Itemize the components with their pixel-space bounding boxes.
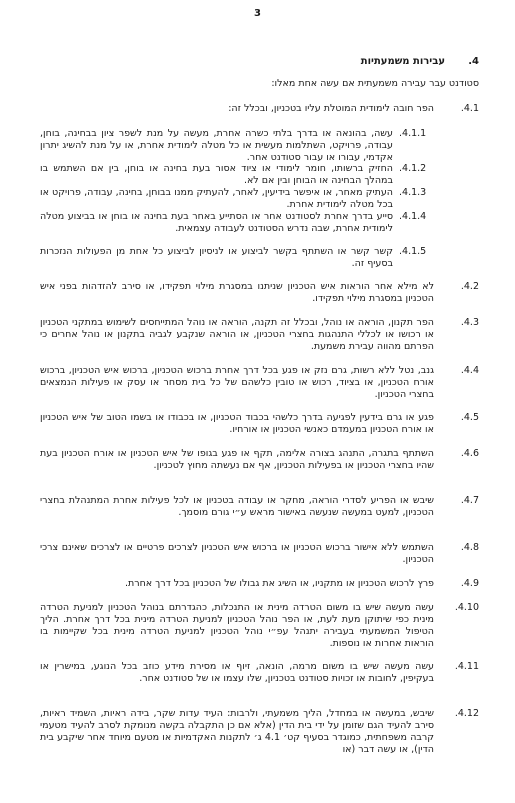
clause-item	[40, 317, 479, 353]
clause-number: 4.5.	[460, 412, 479, 423]
clause-number: 4.1.	[460, 103, 479, 114]
clause-number: 4.12.	[454, 708, 479, 719]
clause-item	[40, 602, 479, 650]
section-title: עבירות משמעתיות	[360, 56, 445, 67]
clause-text: שיבש או הפריע לסדרי הוראה, מחקר או עבודה בטכניון או לכל פעילות אחרת המתנהלת בחצרי הטכניון, למעט במעשה שנעשה באישור מראש ע״י גורם מוסמך.	[40, 495, 434, 518]
clause-item	[40, 246, 479, 270]
clause-item	[40, 661, 479, 685]
clause-text: הפר חובה לימודית המוטלת עליו בטכניון, ובכלל זה:	[228, 103, 434, 114]
clause-text: סייע בדרך אחרת לסטודנט אחר או הסתייע באחר בעת בחינה או בוחן או בביצוע מטלה לימודית אחרת, שבה נדרש הסטודנט לעבודה עצמאית.	[40, 211, 393, 234]
clause-number: 4.11.	[454, 661, 479, 672]
clause-item	[40, 211, 479, 235]
clause-text: קשר קשר או השתתף בקשר לביצוע או לניסיון לביצוע כל אחת מן הפעולות הנזכרות בסעיף זה.	[40, 246, 393, 269]
clause-item	[40, 281, 479, 305]
clause-text: החזיק ברשותו, חומר לימודי או ציוד אסור בעת בחינה או בוחן, בין אם השתמש בו במהלך הבחינה או הבוחן ובין אם לא.	[40, 163, 393, 186]
clause-text: עשה מעשה שיש בו משום הטרדה מינית או התנכלות, כהגדרתם בנוהל הטכניון למניעת הטרדה מינית כפי שיתוקן מעת לעת, או הפר נוהל הטכניון למניעת הטרדה מינית בכל דרך אחרת. הליך הטיפול המשמעתי בעבירה יתנהל עפ״י נוהל הטכניון למניעת הטרדה מינית בכל שקיימות בו הוראות אחרות או נוספות.	[40, 602, 434, 649]
clause-item	[40, 412, 479, 436]
section-heading	[361, 56, 479, 67]
clause-number: 4.1.5.	[399, 246, 427, 257]
clause-item	[40, 578, 479, 590]
clause-item	[40, 448, 479, 472]
clause-item	[40, 187, 479, 211]
clause-item	[40, 708, 479, 756]
clause-item	[40, 103, 479, 115]
clause-number: 4.1.2.	[399, 163, 427, 174]
clause-text: פגע או גרם בידעין לפגיעה בדרך כלשהי בכבוד הטכניון, או בכבודו או בשמו הטוב של איש הטכניון או אורח הטכניון במעמדם כאנשי הטכניון או אורחיו.	[40, 412, 434, 435]
clause-item	[40, 365, 479, 401]
clause-item	[40, 495, 479, 519]
clause-text: העתיק מאחר, או איפשר בידיעין, לאחר, להעתיק ממנו בבוחן, בחינה, עבודה, פרויקט או בכל מטלה לימודית אחרת.	[40, 187, 393, 210]
clause-number: 4.10.	[454, 602, 479, 613]
clause-text: השתמש ללא אישור ברכוש הטכניון או ברכוש איש הטכניון לצרכים פרטיים או לצרכים שאינם צרכי הטכניון.	[40, 542, 434, 565]
clause-number: 4.1.1.	[399, 128, 427, 139]
clause-text: עשה מעשה שיש בו משום מרמה, הונאה, זיוף או מסירת מידע כוזב בכל הנוגע, במישרין או בעקיפין, לחובות או זכויות סטודנט בטכניון, שלו עצמו או של סטודנט אחר.	[40, 661, 434, 684]
clause-text: גנב, נטל ללא רשות, גרם נזק או פגע בכל דרך אחרת ברכוש הטכניון, ברכוש איש הטכניון, ברכוש אורח הטכניון, או בציוד, רכוש או טובין כלשהם של כל בית מסחר או עסק או פעילות הנמצאים בחצרי הטכניון.	[40, 365, 434, 400]
clause-number: 4.6.	[460, 448, 479, 459]
page-number: 3	[254, 8, 261, 19]
clause-text: שיבש, במעשה או במחדל, הליך משמעתי, ולרבות: העיד עדות שקר, בידה ראיות, השמיד ראיות, סירב להעיד הגם שזומן על ידי בית הדין (אלא אם כן התקבלה בקשה מנומקת לסרב להעיד מטעמי קרבה משפחתית, כמוגדר בסעיף קט׳ 4.1 ג׳ לתקנות האקדמיות או מטעם מיוחד אחר שיקבע בית הדין), או עשה דבר (או	[40, 708, 434, 755]
section-number: 4.	[468, 56, 479, 67]
clause-text: הפר תקנון, הוראה או נוהל, ובכלל זה תקנה, הוראה או נוהל המתייחסים לשימוש במתקני הטכניון או רכושו או לכללי התנהגות בחצרי הטכניון, או הוראה שנקבע לגביה בתקנון או נוהל אחרים כי הפרתם מהווה עבירת משמעת.	[40, 317, 434, 352]
clause-text: השתתף בתגרה, התנהג בצורה אלימה, תקף או פגע בגופו של איש הטכניון או אורח הטכניון בעת שהיו בחצרי הטכניון או בפעילות הטכניון, אף אם נעשתה מחוץ לטכניון.	[40, 448, 434, 471]
section-intro: סטודנט עבר עבירה משמעתית אם עשה אחת מאלו:	[271, 78, 479, 89]
clause-number: 4.1.4.	[399, 211, 427, 222]
clause-text: פרץ לרכוש הטכניון או מתקניו, או השיג את גבולו של הטכניון בכל דרך אחרת.	[124, 578, 434, 589]
clause-number: 4.8.	[460, 542, 479, 553]
clause-text: עשה, בהונאה או בדרך בלתי כשרה אחרת, מעשה על מנת לשפר ציון בבחינה, בוחן, עבודה, פרויקט, השתלמות מעשית או כל מטלה לימודית אחרת, או על מנת להשיג יתרון אקדמי, עבורו או עבור סטודנט אחר.	[40, 128, 393, 163]
clause-number: 4.3.	[460, 317, 479, 328]
clause-item	[40, 128, 479, 164]
clause-number: 4.1.3.	[399, 187, 427, 198]
clause-text: לא מילא אחר הוראות איש הטכניון שניתנו במסגרת מילוי תפקידו, או סירב להזדהות בפני איש הטכניון במסגרת מילוי תפקידו.	[40, 281, 434, 304]
clause-item	[40, 542, 479, 566]
clause-item	[40, 163, 479, 187]
clause-number: 4.7.	[460, 495, 479, 506]
clause-number: 4.9.	[460, 578, 479, 589]
clause-number: 4.2.	[460, 281, 479, 292]
clause-number: 4.4.	[460, 365, 479, 376]
